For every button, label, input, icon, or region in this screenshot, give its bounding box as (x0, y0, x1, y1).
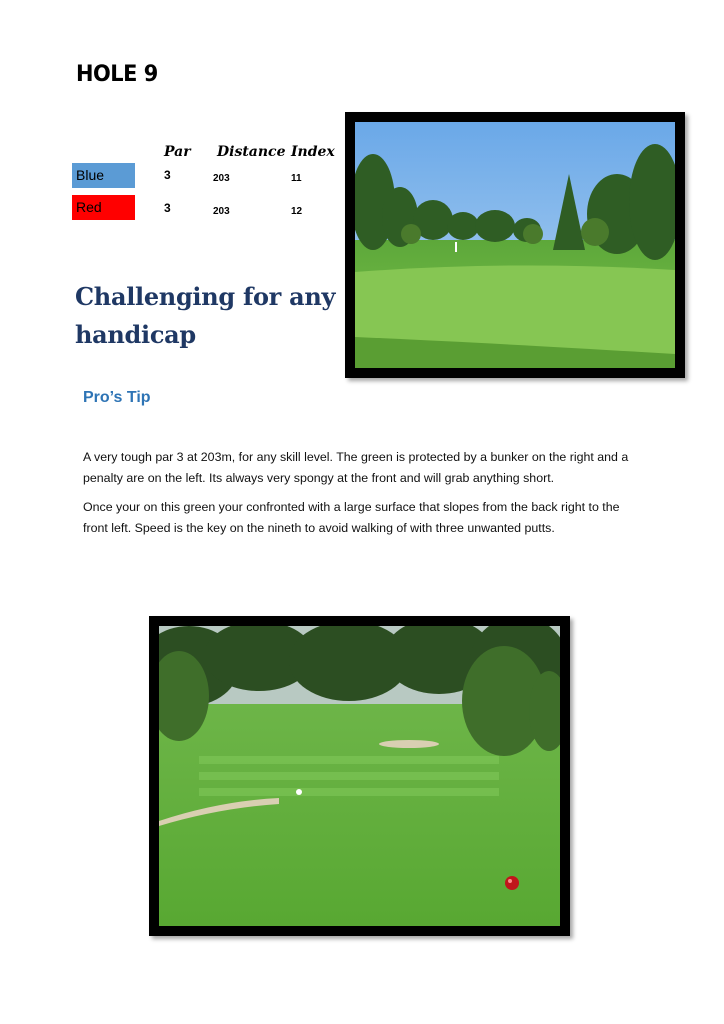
tip-paragraph-2: Once your on this green your confronted with a large surface that slopes from the back right to the front left. Speed is the key on the nineth to avoid walking of with three unwanted putts. (83, 500, 620, 535)
hole-title: HOLE 9 (76, 62, 158, 87)
tee-red-par: 3 (164, 201, 171, 215)
tee-blue-distance: 203 (213, 173, 230, 184)
par-header: Par (164, 144, 191, 160)
tee-red-distance: 203 (213, 206, 230, 217)
pros-tip-heading: Pro’s Tip (83, 389, 151, 406)
tee-blue-label: Blue (72, 163, 135, 188)
headline: Challenging for any handicap (75, 282, 336, 349)
tee-red-index: 12 (291, 206, 303, 217)
tee-blue-par: 3 (164, 168, 171, 182)
green-view-photo (355, 122, 675, 368)
distance-header: Distance (217, 144, 286, 160)
tee-view-photo (159, 626, 560, 926)
hole-photo-green (345, 112, 685, 378)
hole-photo-tee (149, 616, 570, 936)
tee-red-label: Red (72, 195, 135, 220)
index-header: Index (291, 144, 335, 160)
tip-paragraph-1: A very tough par 3 at 203m, for any skill level. The green is protected by a bunker on the right and a penalty are on the left. Its always very spongy at the front and will grab anything short. (83, 450, 629, 485)
tee-blue-index: 11 (291, 173, 302, 184)
